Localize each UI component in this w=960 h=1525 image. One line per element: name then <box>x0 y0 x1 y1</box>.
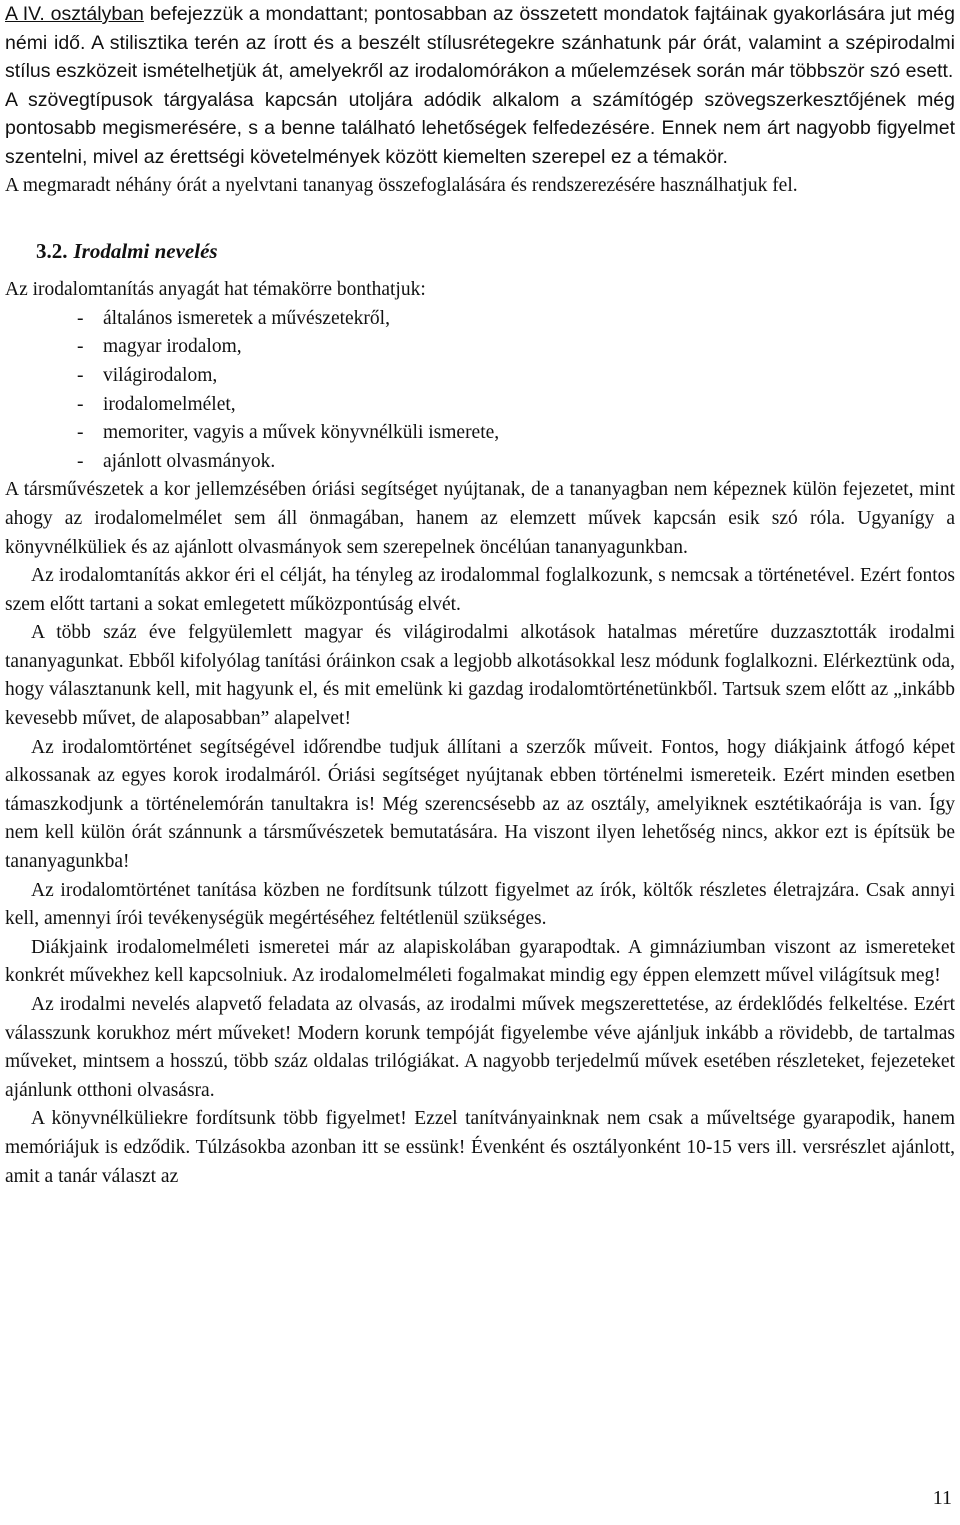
body-paragraph: Az irodalomtörténet segítségével időrendbe tudjuk állítani a szerzők műveit. Fontos, hogy diákjaink átfogó képet alkossanak az egyes korok irodalmáról. Óriási segítséget nyújtanak ebben történelmi ismereteik. Ezért minden esetben támaszkodjunk a történelemórán tanultakra is! Még szerencsésebb az az osztály, amelyiknek esztétikaórája is van. Így nem kell külön órát szánnunk a társművészetek bemutatására. Ha viszont ilyen lehetőség nincs, akkor ezt is építsük be tananyagunkba! <box>5 736 955 873</box>
section-title: Irodalmi nevelés <box>73 239 218 264</box>
list-item-text: általános ismeretek a művészetekről, <box>103 307 390 329</box>
list-item <box>5 419 955 448</box>
section-heading <box>36 237 955 265</box>
list-item-text: irodalomelmélet, <box>103 393 236 415</box>
dash-bullet: - <box>77 336 84 358</box>
dash-bullet: - <box>77 450 84 472</box>
list-item <box>5 391 955 420</box>
section-lead: Az irodalomtanítás anyagát hat témakörre bonthatjuk: <box>5 279 426 301</box>
list-item <box>5 362 955 391</box>
page-number: 11 <box>932 1487 952 1509</box>
body-paragraph: Az irodalmi nevelés alapvető feladata az olvasás, az irodalmi művek megszerettetése, az érdeklődés felkeltése. Ezért válasszunk korukhoz mért műveket! Modern korunk tempóját figyelembe véve ajánljuk inkább a rövidebb, de tartalmas műveket, mintsem a hosszú, több száz oldalas trilógiákat. A nagyobb terjedelmű művek esetében részleteket, fejezeteket ajánlunk otthoni olvasásra. <box>5 994 955 1101</box>
intro-paragraph-1 <box>5 0 955 86</box>
body-paragraph: Az irodalomtanítás akkor éri el célját, ha tényleg az irodalommal foglalkozunk, s nemcsak a történetével. Ezért fontos szem előtt tartani a sokat emlegetett műközpontúság elvét. <box>5 565 955 615</box>
list-item-text: világirodalom, <box>103 364 218 386</box>
list-item <box>5 448 955 477</box>
list-item-text: magyar irodalom, <box>103 336 242 358</box>
section-number: 3.2. <box>36 239 68 264</box>
dash-bullet: - <box>77 422 84 444</box>
dash-bullet: - <box>77 364 84 386</box>
body-paragraph: A könyvnélküliekre fordítsunk több figyelmet! Ezzel tanítványainknak nem csak a műveltsége gyarapodik, hanem memóriájuk is edződik. Túlzásokba azonban itt se essünk! Évenként és osztályonként 10-15 vers ill. versrészlet ajánlott, amit a tanár választ az <box>5 1108 955 1187</box>
intro-paragraph-3: A megmaradt néhány órát a nyelvtani tananyag összefoglalására és rendszerezésére használhatjuk fel. <box>5 174 798 196</box>
body-paragraph: A több száz éve felgyülemlett magyar és világirodalmi alkotások hatalmas méretűre duzzasztották irodalmi tananyagunkat. Ebből kifolyólag tanítási óráinkon csak a legjobb alkotásokkal lesz módunk foglalkozni. Elérkeztünk oda, hogy választanunk kell, mit hagyunk el, és mit emelünk ki gazdag irodalomtörténetünkből. Tartsuk szem előtt az „inkább kevesebb művet, de alaposabban” alapelvet! <box>5 622 955 730</box>
list-item-text: ajánlott olvasmányok. <box>103 450 276 472</box>
document-page <box>5 0 955 1191</box>
intro-paragraph-2: A szövegtípusok tárgyalása kapcsán utoljára adódik alkalom a számítógép szövegszerkesztőjének még pontosabb megismerésére, s a benne található lehetőségek felfedezésére. Ennek nem árt nagyobb figyelmet szentelni, mivel az érettségi követelmények között kiemelten szerepel ez a témakör. <box>5 88 955 168</box>
body-paragraph: Diákjaink irodalomelméleti ismeretei már az alapiskolában gyarapodtak. A gimnáziumban viszont az ismereteket konkrét művekhez kell kapcsolniuk. Az irodalomelméleti fogalmakat mindig egy éppen elemzett művel világítsuk meg! <box>5 936 955 987</box>
intro-paragraph-1-text: befejezzük a mondattant; pontosabban az összetett mondatok fajtáinak gyakorlására jut még némi idő. A stilisztika terén az írott és a beszélt stílusrétegekre szánhatunk pár órát, valamint a szépirodalmi stílus eszközeit ismételhetjük át, amelyekről az irodalomórákon a műelemzések során már többször szó esett. <box>5 3 955 83</box>
list-item <box>5 305 955 334</box>
list-item-text: memoriter, vagyis a művek könyvnélküli ismerete, <box>103 422 500 444</box>
topic-list <box>5 305 955 477</box>
grade-link[interactable]: A IV. osztályban <box>5 3 144 25</box>
list-item <box>5 333 955 362</box>
body-paragraph: A társművészetek a kor jellemzésében óriási segítséget nyújtanak, de a tananyagban nem képeznek külön fejezetet, mint ahogy az irodalomelmélet sem áll önmagában, hanem az elemzett művek kapcsán esik szó róla. Ugyanígy a könyvnélküliek és az ajánlott olvasmányok sem szerepelnek öncélúan tananyagunkban. <box>5 479 955 558</box>
dash-bullet: - <box>77 393 84 415</box>
dash-bullet: - <box>77 307 84 329</box>
body-paragraph: Az irodalomtörténet tanítása közben ne fordítsunk túlzott figyelmet az írók, költők részletes életrajzára. Csak annyi kell, amennyi írói tevékenységük megértéséhez feltétlenül szükséges. <box>5 879 955 930</box>
